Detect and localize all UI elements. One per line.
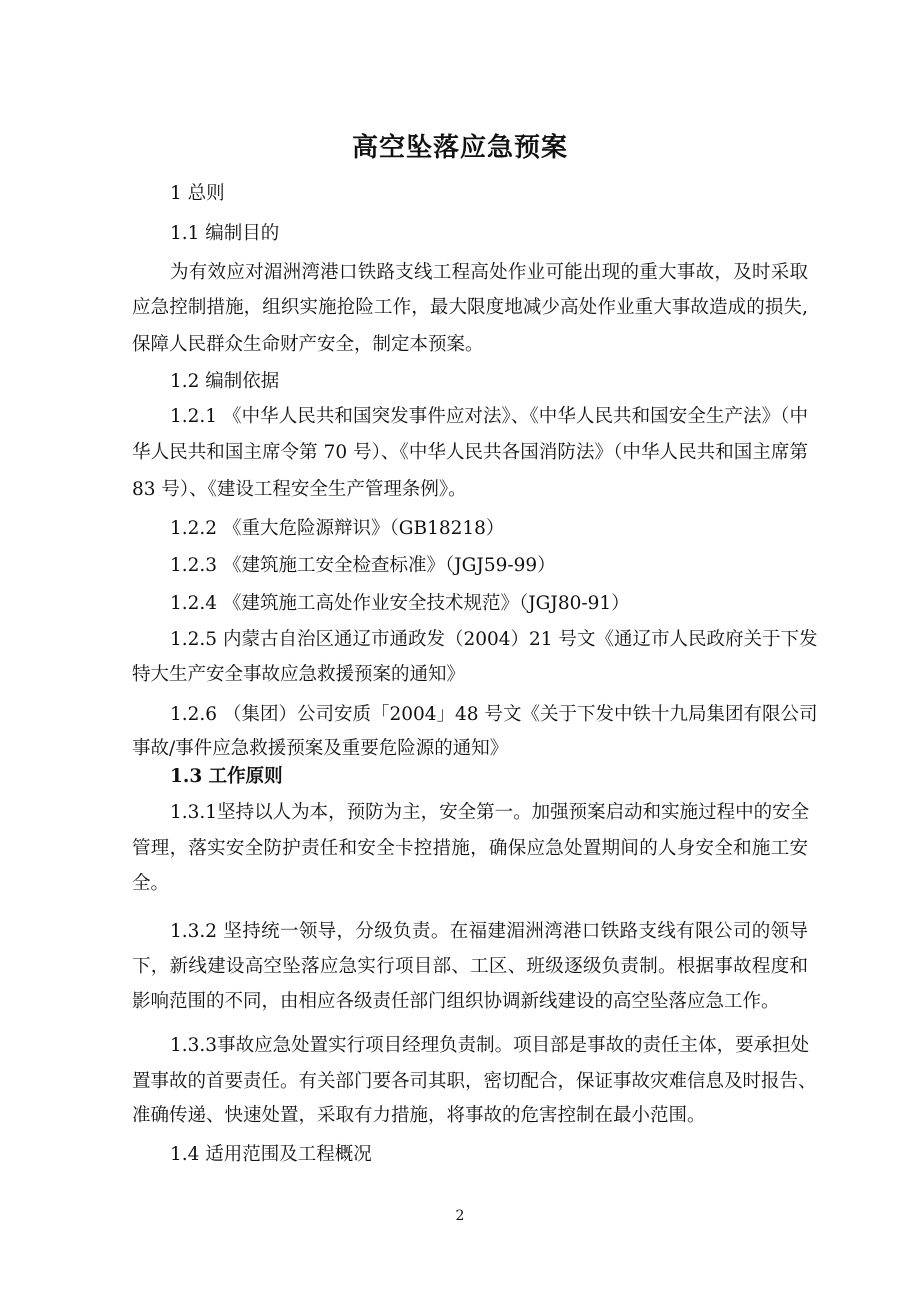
paragraph-line: 1.2.6 （集团）公司安质「2004」48 号文《关于下发中铁十九局集团有限公司 — [170, 704, 818, 725]
paragraph-line: 特大生产安全事故应急救援预案的通知》 — [132, 664, 466, 685]
paragraph-line: 准确传递、快速处置，采取有力措施，将事故的危害控制在最小范围。 — [132, 1105, 706, 1126]
paragraph-line: 1.3.1坚持以人为本，预防为主，安全第一。加强预案启动和实施过程中的安全 — [170, 802, 810, 823]
paragraph-line: 全。 — [132, 873, 170, 894]
heading-1-4: 1.4 适用范围及工程概况 — [170, 1144, 372, 1165]
paragraph-line: 为有效应对湄洲湾港口铁路支线工程高处作业可能出现的重大事故，及时采取 — [170, 262, 808, 283]
paragraph-line: 83 号）、《建设工程安全生产管理条例》。 — [132, 479, 467, 500]
paragraph-line: 管理，落实安全防护责任和安全卡控措施，确保应急处置期间的人身安全和施工安 — [132, 838, 808, 859]
list-item: 1.2.3 《建筑施工安全检查标准》（JGJ59-99） — [170, 555, 556, 576]
paragraph-line: 下，新线建设高空坠落应急实行项目部、工区、班级逐级负责制。根据事故程度和 — [132, 956, 808, 977]
paragraph-line: 1.2.1 《中华人民共和国突发事件应对法》、《中华人民共和国安全生产法》（中 — [170, 406, 808, 427]
paragraph-line: 应急控制措施，组织实施抢险工作，最大限度地减少高处作业重大事故造成的损失, — [132, 297, 808, 318]
paragraph-line: 置事故的首要责任。有关部门要各司其职，密切配合，保证事故灾难信息及时报告、 — [132, 1071, 817, 1092]
paragraph-line: 保障人民群众生命财产安全，制定本预案。 — [132, 334, 484, 355]
paragraph-line: 1.3.3事故应急处置实行项目经理负责制。项目部是事故的责任主体，要承担处 — [170, 1035, 810, 1056]
heading-1: 1 总则 — [170, 183, 225, 204]
page-number: 2 — [455, 1208, 465, 1224]
list-item: 1.2.2 《重大危险源辩识》（GB18218） — [170, 518, 505, 539]
paragraph-line: 华人民共和国主席令第 70 号）、《中华人民共各国消防法》（中华人民共和国主席第 — [132, 442, 808, 463]
paragraph-line: 1.2.5 内蒙古自治区通辽市通政发（2004）21 号文《通辽市人民政府关于下发 — [170, 629, 818, 650]
paragraph-line: 影响范围的不同，由相应各级责任部门组织协调新线建设的高空坠落应急工作。 — [132, 991, 780, 1012]
heading-1-1: 1.1 编制目的 — [170, 223, 280, 244]
heading-1-2: 1.2 编制依据 — [170, 371, 280, 392]
heading-1-3: 1.3 工作原则 — [170, 766, 283, 787]
page-title: 高空坠落应急预案 — [351, 133, 568, 163]
paragraph-line: 1.3.2 坚持统一领导，分级负责。在福建湄洲湾港口铁路支线有限公司的领导 — [170, 921, 808, 942]
list-item: 1.2.4 《建筑施工高处作业安全技术规范》（JGJ80-91） — [170, 593, 630, 614]
paragraph-line: 事故/事件应急救援预案及重要危险源的通知》 — [132, 738, 509, 759]
